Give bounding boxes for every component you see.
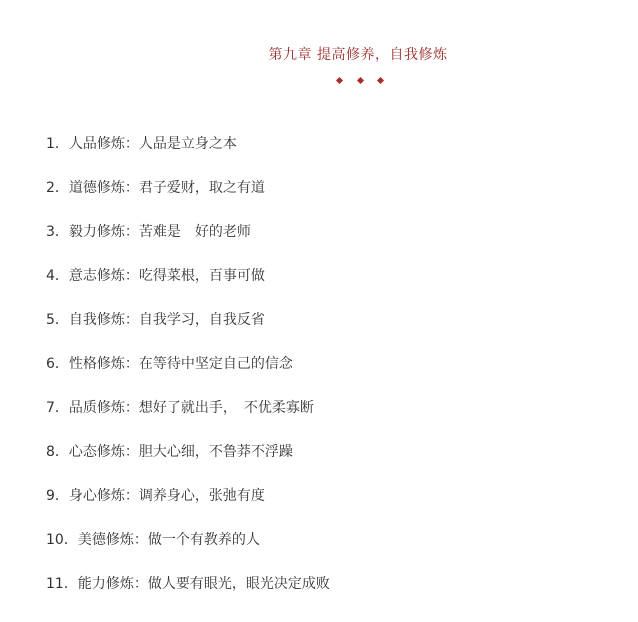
list-item: 4．意志修炼：吃得菜根，百事可做 <box>46 268 265 284</box>
list-item: 10．美德修炼：做一个有教养的人 <box>46 532 260 548</box>
title-ornament <box>337 76 383 84</box>
chapter-title: 第九章 提高修养，自我修炼 <box>268 47 448 63</box>
list-item: 9．身心修炼：调养身心，张弛有度 <box>46 488 265 504</box>
diamond-icon <box>336 76 343 83</box>
list-item: 8．心态修炼：胆大心细，不鲁莽不浮躁 <box>46 444 293 460</box>
list-item: 6．性格修炼：在等待中坚定自己的信念 <box>46 356 293 372</box>
list-item: 1．人品修炼：人品是立身之本 <box>46 136 237 152</box>
cultivation-list <box>46 133 330 617</box>
diamond-icon <box>356 76 363 83</box>
list-item: 3．毅力修炼：苦难是 好的老师 <box>46 224 251 240</box>
diamond-icon <box>377 76 384 83</box>
list-item: 11．能力修炼：做人要有眼光，眼光决定成败 <box>46 576 330 592</box>
list-item: 2．道德修炼：君子爱财，取之有道 <box>46 180 265 196</box>
list-item: 5．自我修炼：自我学习，自我反省 <box>46 312 265 328</box>
list-item: 7．品质修炼：想好了就出手， 不优柔寡断 <box>46 400 314 416</box>
